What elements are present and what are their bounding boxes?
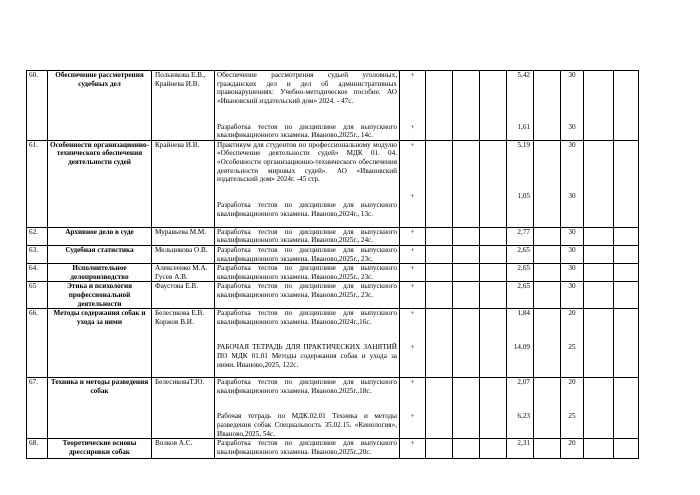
- empty-cell: [534, 245, 561, 263]
- circulation-value: 30: [568, 140, 576, 149]
- volume-value: 2,07: [517, 378, 530, 387]
- spacer: [217, 105, 397, 122]
- discipline-name-text: Архивное дело в суде: [65, 227, 134, 236]
- discipline-name: [48, 282, 152, 309]
- empty-cell: [584, 264, 614, 282]
- row-number: [27, 71, 48, 141]
- empty-cell: [453, 140, 480, 227]
- publication-text: Практикум для студентов по профессиональному модулю «Обеспечение деятельности судей» МДК 01. 04. «Особенности организационно-технического обеспечения деятельности мировых судей». АО «Ивановский издательский дом» 2024г. -45 стр.: [217, 140, 397, 184]
- empty-cell: [614, 245, 639, 263]
- empty-cell: [534, 227, 561, 245]
- plus-mark: +: [410, 122, 415, 131]
- publication-text: Разработка тестов по дисциплине для выпускного квалификационного экзамена. Иваново,2025г.,20с.: [217, 439, 397, 456]
- empty-cell: [480, 140, 507, 227]
- table-row: [27, 264, 639, 282]
- row-number: [27, 378, 48, 439]
- spacer: [402, 149, 423, 192]
- empty-cell: [426, 282, 453, 309]
- spacer: [509, 387, 530, 413]
- empty-cell: [453, 378, 480, 439]
- plus-mark: +: [410, 245, 415, 254]
- discipline-name: [48, 140, 152, 227]
- table-row: [27, 245, 639, 263]
- empty-cell: [584, 71, 614, 141]
- discipline-name: [48, 309, 152, 378]
- spacer: [402, 387, 423, 413]
- empty-cell: [614, 71, 639, 141]
- discipline-name-text: Судебная статистика: [65, 245, 134, 254]
- authors: [152, 309, 215, 378]
- row-number-text: 67.: [29, 378, 38, 387]
- empty-cell: [534, 309, 561, 378]
- spacer: [509, 318, 530, 344]
- row-number: [27, 140, 48, 227]
- plus-mark: +: [410, 309, 415, 318]
- circulation-value: 25: [568, 412, 576, 421]
- row-number-text: 68.: [29, 439, 38, 448]
- row-number-text: 65: [29, 282, 37, 291]
- empty-cell: [453, 264, 480, 282]
- plus-mark: +: [410, 71, 415, 79]
- publication-text: РАБОЧАЯ ТЕТРАДЬ ДЛЯ ПРАКТИЧЕСКИХ ЗАНЯТИЙ ПО МДК 01.01 Методы содержания собак и ухода за ними. Иваново,2025, 122с.: [217, 343, 397, 369]
- spacer: [563, 80, 581, 123]
- empty-cell: [426, 140, 453, 227]
- discipline-name: [48, 227, 152, 245]
- empty-cell: [480, 309, 507, 378]
- spacer: [563, 149, 581, 192]
- plus-mark: +: [410, 439, 415, 448]
- volume-column: [507, 227, 534, 245]
- publication-text: Разработка тестов по дисциплине для выпускного квалификационного экзамена. Иваново,2024г.,16с.: [217, 309, 397, 326]
- empty-cell: [453, 309, 480, 378]
- circulation-column: [561, 378, 584, 439]
- discipline-name-text: Исполнительное делопроизводство: [70, 264, 129, 281]
- authors-text: Мельникова О.В.: [155, 245, 208, 254]
- table-row: [27, 282, 639, 309]
- empty-cell: [426, 264, 453, 282]
- empty-cell: [480, 245, 507, 263]
- empty-cell: [584, 227, 614, 245]
- discipline-name-text: Методы содержания собак и ухода за ними: [53, 309, 146, 326]
- volume-column: [507, 439, 534, 459]
- discipline-name: [48, 245, 152, 263]
- circulation-column: [561, 264, 584, 282]
- plus-mark: +: [410, 412, 415, 421]
- volume-column: [507, 264, 534, 282]
- empty-cell: [614, 439, 639, 459]
- circulation-value: 30: [568, 227, 576, 236]
- volume-column: [507, 71, 534, 141]
- publication-text: Рабочая тетрадь по МДК.02.01 Техника и методы разведения собак Специальность 35.02.15. «Кинология», Иваново,2025, 54с.: [217, 412, 397, 438]
- publication-title: [215, 309, 400, 378]
- authors-text: БелесиковаТ.Ю.: [155, 378, 205, 387]
- circulation-value: 30: [568, 122, 576, 131]
- empty-cell: [480, 378, 507, 439]
- volume-value: 5,19: [517, 140, 530, 149]
- authors: [152, 71, 215, 141]
- authors-text: Фаустова Е.В.: [155, 282, 198, 291]
- empty-cell: [534, 264, 561, 282]
- volume-value: 2,65: [517, 264, 530, 273]
- spacer: [563, 387, 581, 413]
- empty-cell: [584, 378, 614, 439]
- empty-cell: [584, 309, 614, 378]
- mark-column: [400, 227, 426, 245]
- spacer: [563, 318, 581, 344]
- volume-value: 2,65: [517, 245, 530, 254]
- volume-value: 1,84: [517, 309, 530, 318]
- empty-cell: [426, 439, 453, 459]
- discipline-name: [48, 378, 152, 439]
- authors: [152, 439, 215, 459]
- empty-cell: [453, 282, 480, 309]
- plus-mark: +: [410, 264, 415, 273]
- discipline-name: [48, 264, 152, 282]
- empty-cell: [453, 245, 480, 263]
- empty-cell: [453, 227, 480, 245]
- spacer: [217, 395, 397, 412]
- empty-cell: [614, 227, 639, 245]
- empty-cell: [453, 439, 480, 459]
- discipline-name: [48, 71, 152, 141]
- empty-cell: [584, 245, 614, 263]
- empty-cell: [534, 439, 561, 459]
- authors-text: Алексеенко М.А. Гусев А.В.: [155, 264, 208, 281]
- circulation-value: 30: [568, 282, 576, 291]
- circulation-column: [561, 439, 584, 459]
- empty-cell: [614, 264, 639, 282]
- volume-value: 14,09: [513, 343, 530, 352]
- empty-cell: [614, 309, 639, 378]
- empty-cell: [480, 71, 507, 141]
- volume-value: 1,61: [517, 122, 530, 131]
- row-number: [27, 439, 48, 459]
- discipline-name-text: Этика и психология профессиональной деятельности: [66, 282, 133, 308]
- empty-cell: [480, 282, 507, 309]
- circulation-value: 30: [568, 264, 576, 273]
- empty-cell: [534, 140, 561, 227]
- publication-title: [215, 140, 400, 227]
- empty-cell: [426, 71, 453, 141]
- empty-cell: [426, 227, 453, 245]
- authors: [152, 264, 215, 282]
- publications-table: [26, 70, 639, 459]
- authors-text: Волков А.С.: [155, 439, 193, 448]
- plus-mark: +: [410, 282, 415, 291]
- row-number-text: 62.: [29, 227, 38, 236]
- empty-cell: [584, 439, 614, 459]
- discipline-name-text: Теоретические основы дрессировки собак: [62, 439, 137, 456]
- publication-text: Разработка тестов по дисциплине для выпускного квалификационного экзамена. Иваново,2025г., 23с.: [217, 264, 397, 281]
- publication-text: Разработка тестов по дисциплине для выпускного квалификационного экзамена. Иваново,2025г., 23с.: [217, 245, 397, 263]
- mark-column: [400, 264, 426, 282]
- mark-column: [400, 140, 426, 227]
- row-number: [27, 282, 48, 309]
- authors-text: Белесикова Е.В. Коржов В.И.: [155, 309, 205, 326]
- table-body: [27, 71, 639, 459]
- volume-value: 5,42: [517, 71, 530, 79]
- empty-cell: [480, 264, 507, 282]
- volume-value: 2,77: [517, 227, 530, 236]
- authors: [152, 140, 215, 227]
- volume-value: 2,65: [517, 282, 530, 291]
- publication-text: Разработка тестов по дисциплине для выпускного квалификационного экзамена. Иваново,2025г., 23с.: [217, 282, 397, 299]
- volume-value: 2,31: [517, 439, 530, 448]
- publication-title: [215, 439, 400, 459]
- volume-column: [507, 282, 534, 309]
- publication-text: Разработка тестов по дисциплине для выпускного квалификационного экзамена. Иваново,2025г.,18с.: [217, 378, 397, 395]
- empty-cell: [534, 71, 561, 141]
- mark-column: [400, 439, 426, 459]
- row-number: [27, 245, 48, 263]
- circulation-value: 20: [568, 439, 576, 448]
- publication-title: [215, 227, 400, 245]
- publication-text: Разработка тестов по дисциплине для выпускного квалификационного экзамена. Иваново,2025г., 24с.: [217, 227, 397, 245]
- mark-column: [400, 309, 426, 378]
- empty-cell: [426, 245, 453, 263]
- row-number-text: 63.: [29, 245, 38, 254]
- spacer: [402, 80, 423, 123]
- volume-column: [507, 309, 534, 378]
- volume-column: [507, 378, 534, 439]
- discipline-name-text: Обеспечение рассмотрения судебных дел: [55, 71, 144, 88]
- publication-title: [215, 282, 400, 309]
- empty-cell: [480, 227, 507, 245]
- empty-cell: [426, 378, 453, 439]
- volume-value: 6,23: [517, 412, 530, 421]
- circulation-column: [561, 245, 584, 263]
- spacer: [509, 80, 530, 123]
- plus-mark: +: [410, 343, 415, 352]
- plus-mark: +: [410, 192, 415, 201]
- row-number-text: 66.: [29, 309, 38, 318]
- plus-mark: +: [410, 378, 415, 387]
- publication-text: Обеспечение рассмотрения судьей уголовных, гражданских дел и дел об административных правонарушениях: Учебно-методическое пособие. АО «Ивановский издательский дом» 2024. - 47с.: [217, 71, 397, 105]
- table-row: [27, 140, 639, 227]
- row-number-text: 61.: [29, 140, 38, 149]
- publication-title: [215, 264, 400, 282]
- authors-text: Муравьева М.М.: [155, 227, 207, 236]
- table-row: [27, 71, 639, 141]
- plus-mark: +: [410, 227, 415, 236]
- row-number-text: 64.: [29, 264, 38, 273]
- mark-column: [400, 282, 426, 309]
- empty-cell: [534, 282, 561, 309]
- mark-column: [400, 245, 426, 263]
- row-number: [27, 264, 48, 282]
- authors: [152, 282, 215, 309]
- circulation-value: 25: [568, 343, 576, 352]
- table-row: [27, 227, 639, 245]
- spacer: [402, 318, 423, 344]
- empty-cell: [480, 439, 507, 459]
- circulation-value: 30: [568, 245, 576, 254]
- publication-title: [215, 71, 400, 141]
- publication-text: Разработка тестов по дисциплине для выпускного квалификационного экзамена. Иваново,2024г., 13с.: [217, 200, 397, 218]
- mark-column: [400, 71, 426, 141]
- row-number-text: 60.: [29, 71, 38, 79]
- circulation-column: [561, 309, 584, 378]
- publication-title: [215, 245, 400, 263]
- empty-cell: [453, 71, 480, 141]
- row-number: [27, 227, 48, 245]
- row-number: [27, 309, 48, 378]
- volume-column: [507, 140, 534, 227]
- discipline-name-text: Техника и методы разведения собак: [50, 378, 149, 395]
- spacer: [217, 184, 397, 201]
- empty-cell: [534, 378, 561, 439]
- spacer: [217, 326, 397, 343]
- empty-cell: [584, 140, 614, 227]
- circulation-column: [561, 71, 584, 141]
- spacer: [509, 149, 530, 192]
- circulation-column: [561, 227, 584, 245]
- authors: [152, 245, 215, 263]
- publication-text: Разработка тестов по дисциплине для выпускного квалификационного экзамена. Иваново,2025г., 14с.: [217, 122, 397, 140]
- table-row: [27, 439, 639, 459]
- authors-text: Крайнева И.В.: [155, 140, 200, 149]
- empty-cell: [426, 309, 453, 378]
- empty-cell: [614, 378, 639, 439]
- volume-value: 1,05: [517, 192, 530, 201]
- circulation-value: 20: [568, 378, 576, 387]
- circulation-column: [561, 282, 584, 309]
- discipline-name-text: Особенности организационно-технического обеспечения деятельности судей: [50, 140, 149, 166]
- discipline-name: [48, 439, 152, 459]
- mark-column: [400, 378, 426, 439]
- publication-title: [215, 378, 400, 439]
- circulation-value: 30: [568, 71, 576, 79]
- circulation-value: 20: [568, 309, 576, 318]
- authors: [152, 378, 215, 439]
- empty-cell: [614, 140, 639, 227]
- volume-column: [507, 245, 534, 263]
- circulation-column: [561, 140, 584, 227]
- table-row: [27, 309, 639, 378]
- plus-mark: +: [410, 140, 415, 149]
- table-row: [27, 378, 639, 439]
- authors: [152, 227, 215, 245]
- authors-text: Полынкова Е.В., Крайнева И.В.: [155, 71, 206, 88]
- circulation-value: 30: [568, 192, 576, 201]
- empty-cell: [584, 282, 614, 309]
- empty-cell: [614, 282, 639, 309]
